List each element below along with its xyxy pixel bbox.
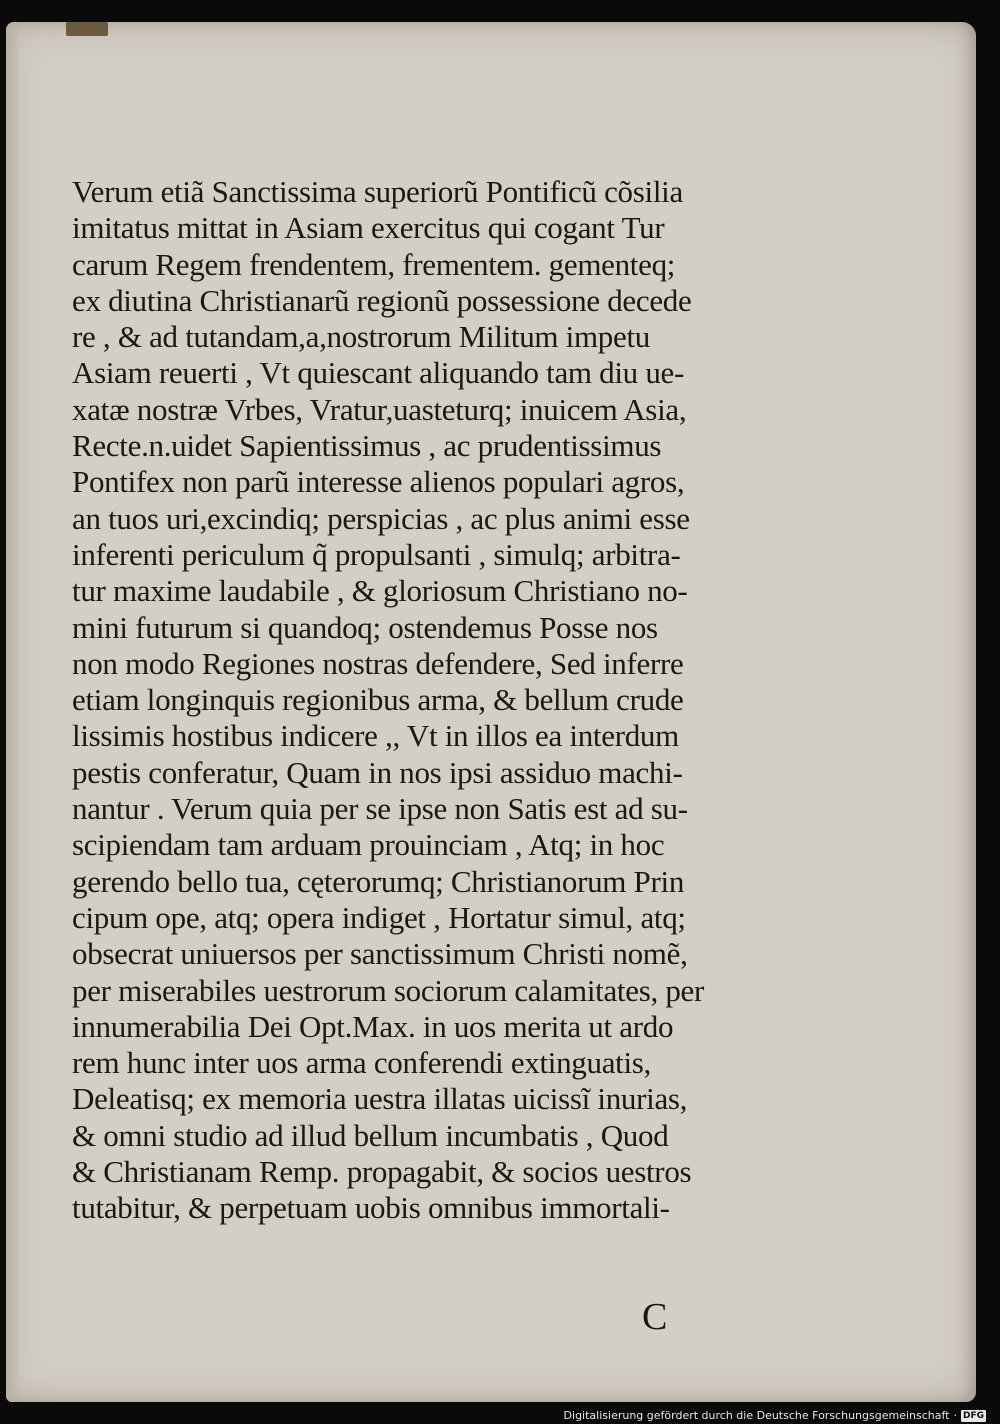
text-line: non modo Regiones nostras defendere, Sed inferre: [72, 645, 684, 681]
dfg-logo-icon: DFG: [962, 1410, 984, 1421]
text-line: an tuos uri,excindiq; perspicias , ac plus animi esse: [72, 500, 690, 536]
page-text: [72, 174, 772, 1227]
text-line: imitatus mittat in Asiam exercitus qui cogant Tur: [72, 210, 665, 246]
text-line: xatæ nostræ Vrbes, Vratur,uasteturq; inuicem Asia,: [72, 391, 687, 427]
footer-separator: ·: [953, 1409, 957, 1422]
text-line: Verum etiã Sanctissima superiorũ Pontificũ cõsilia: [72, 174, 683, 209]
text-line: obsecrat uniuersos per sanctissimum Christi nomẽ,: [72, 936, 688, 972]
text-line: pestis conferatur, Quam in nos ipsi assiduo machi-: [72, 754, 683, 790]
text-line: & omni studio ad illud bellum incumbatis , Quod: [72, 1117, 669, 1153]
text-line: mini futurum si quandoq; ostendemus Posse nos: [72, 609, 658, 645]
footer-credit: Digitalisierung gefördert durch die Deutsche Forschungsgemeinschaft: [563, 1409, 950, 1422]
text-line: re , & ad tutandam,a,nostrorum Militum impetu: [72, 319, 650, 355]
text-line: carum Regem frendentem, frementem. gementeq;: [72, 246, 676, 282]
signature-mark: C: [642, 1296, 668, 1338]
text-line: Recte.n.uidet Sapientissimus , ac prudentissimus: [72, 428, 662, 464]
book-page: [6, 22, 976, 1402]
binding-tab: [66, 22, 108, 36]
text-line: & Christianam Remp. propagabit, & socios uestros: [72, 1154, 692, 1190]
text-line: scipiendam tam arduam prouinciam , Atq; in hoc: [72, 827, 665, 863]
text-line: ex diutina Christianarũ regionũ possessione decede: [72, 282, 692, 318]
text-line: Deleatisq; ex memoria uestra illatas uicissĩ inurias,: [72, 1081, 688, 1117]
text-line: tutabitur, & perpetuam uobis omnibus immortali-: [72, 1190, 670, 1226]
text-line: gerendo bello tua, cęterorumq; Christianorum Prin: [72, 863, 685, 899]
text-line: innumerabilia Dei Opt.Max. in uos merita ut ardo: [72, 1008, 674, 1044]
text-line: rem hunc inter uos arma conferendi extinguatis,: [72, 1045, 652, 1081]
text-line: tur maxime laudabile , & gloriosum Christiano no-: [72, 573, 688, 609]
text-line: inferenti periculum q̃ propulsanti , simulq; arbitra-: [72, 536, 681, 572]
text-line: nantur . Verum quia per se ipse non Satis est ad su-: [72, 791, 688, 827]
text-line: Pontifex non parũ interesse alienos populari agros,: [72, 464, 685, 500]
text-line: per miserabiles uestrorum sociorum calamitates, per: [72, 972, 705, 1008]
text-line: cipum ope, atq; opera indiget , Hortatur simul, atq;: [72, 899, 686, 935]
text-line: lissimis hostibus indicere ,, Vt in illos ea interdum: [72, 718, 679, 754]
text-line: Asiam reuerti , Vt quiescant aliquando tam diu ue-: [72, 355, 685, 391]
digitization-footer: [564, 1409, 986, 1422]
text-line: etiam longinquis regionibus arma, & bellum crude: [72, 682, 684, 718]
page-edge-shadow: [6, 22, 20, 1402]
